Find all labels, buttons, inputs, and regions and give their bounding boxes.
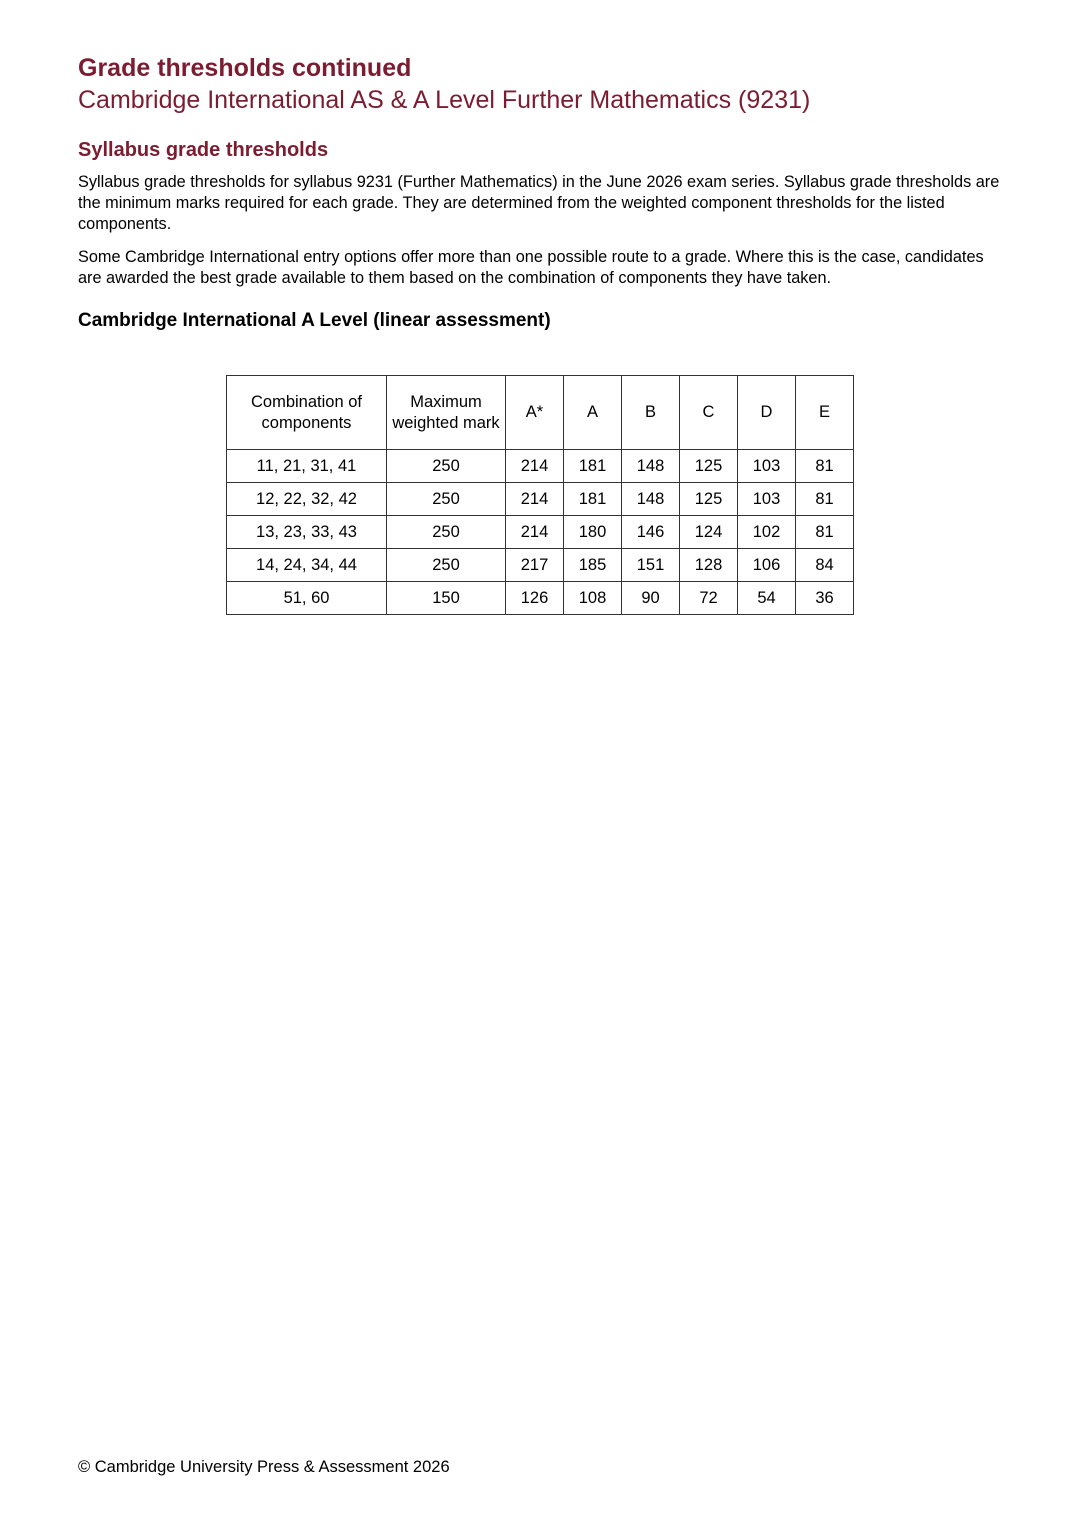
- table-subheading: Cambridge International A Level (linear assessment): [78, 310, 551, 331]
- cell-grade-b: 148: [622, 450, 680, 483]
- cell-grade-b: 146: [622, 516, 680, 549]
- grade-thresholds-table: [226, 375, 854, 615]
- cell-grade-e: 81: [796, 483, 854, 516]
- cell-grade-d: 102: [738, 516, 796, 549]
- table-row: [227, 582, 854, 615]
- cell-combination: 12, 22, 32, 42: [227, 483, 387, 516]
- cell-max-mark: 250: [387, 483, 506, 516]
- document-body: [78, 52, 1002, 607]
- cell-grade-a: 108: [564, 582, 622, 615]
- cell-grade-e: 36: [796, 582, 854, 615]
- cell-max-mark: 250: [387, 516, 506, 549]
- header-grade-d: D: [738, 376, 796, 450]
- cell-grade-a: 181: [564, 450, 622, 483]
- cell-grade-astar: 126: [506, 582, 564, 615]
- table-row: [227, 483, 854, 516]
- table-header-row: [227, 376, 854, 450]
- cell-max-mark: 250: [387, 450, 506, 483]
- cell-grade-b: 90: [622, 582, 680, 615]
- cell-grade-d: 103: [738, 450, 796, 483]
- cell-grade-e: 81: [796, 450, 854, 483]
- cell-grade-d: 106: [738, 549, 796, 582]
- header-grade-a: A: [564, 376, 622, 450]
- cell-max-mark: 250: [387, 549, 506, 582]
- header-grade-c: C: [680, 376, 738, 450]
- cell-grade-c: 124: [680, 516, 738, 549]
- cell-grade-b: 151: [622, 549, 680, 582]
- cell-grade-e: 84: [796, 549, 854, 582]
- header-grade-b: B: [622, 376, 680, 450]
- cell-grade-e: 81: [796, 516, 854, 549]
- table-row: [227, 450, 854, 483]
- page-subtitle: Cambridge International AS & A Level Further Mathematics (9231): [78, 86, 811, 114]
- cell-grade-c: 128: [680, 549, 738, 582]
- cell-grade-a: 185: [564, 549, 622, 582]
- cell-grade-astar: 214: [506, 516, 564, 549]
- header-grade-astar: A*: [506, 376, 564, 450]
- cell-grade-astar: 214: [506, 483, 564, 516]
- cell-grade-d: 54: [738, 582, 796, 615]
- intro-paragraph: Syllabus grade thresholds for syllabus 9231 (Further Mathematics) in the June 2026 exam series. Syllabus grade thresholds are the minimum marks required for each grade. They are determined from the weighted component thresholds for the listed components.: [78, 173, 1000, 233]
- cell-grade-b: 148: [622, 483, 680, 516]
- cell-grade-a: 180: [564, 516, 622, 549]
- page-title: Grade thresholds continued: [78, 54, 412, 82]
- header-combination: Combination of components: [227, 376, 387, 450]
- copyright-footer: © Cambridge University Press & Assessment 2026: [78, 1458, 450, 1476]
- section-heading: Syllabus grade thresholds: [78, 139, 329, 161]
- cell-max-mark: 150: [387, 582, 506, 615]
- cell-grade-c: 125: [680, 450, 738, 483]
- cell-combination: 13, 23, 33, 43: [227, 516, 387, 549]
- cell-grade-astar: 214: [506, 450, 564, 483]
- table-row: [227, 516, 854, 549]
- cell-grade-c: 125: [680, 483, 738, 516]
- cell-combination: 51, 60: [227, 582, 387, 615]
- cell-grade-d: 103: [738, 483, 796, 516]
- header-max-mark: Maximum weighted mark: [387, 376, 506, 450]
- cell-grade-c: 72: [680, 582, 738, 615]
- cell-grade-astar: 217: [506, 549, 564, 582]
- table-row: [227, 549, 854, 582]
- header-grade-e: E: [796, 376, 854, 450]
- cell-grade-a: 181: [564, 483, 622, 516]
- cell-combination: 14, 24, 34, 44: [227, 549, 387, 582]
- routes-paragraph: Some Cambridge International entry options offer more than one possible route to a grade. Where this is the case, candidates are awarded the best grade available to them based on the combination of components they have taken.: [78, 248, 984, 287]
- cell-combination: 11, 21, 31, 41: [227, 450, 387, 483]
